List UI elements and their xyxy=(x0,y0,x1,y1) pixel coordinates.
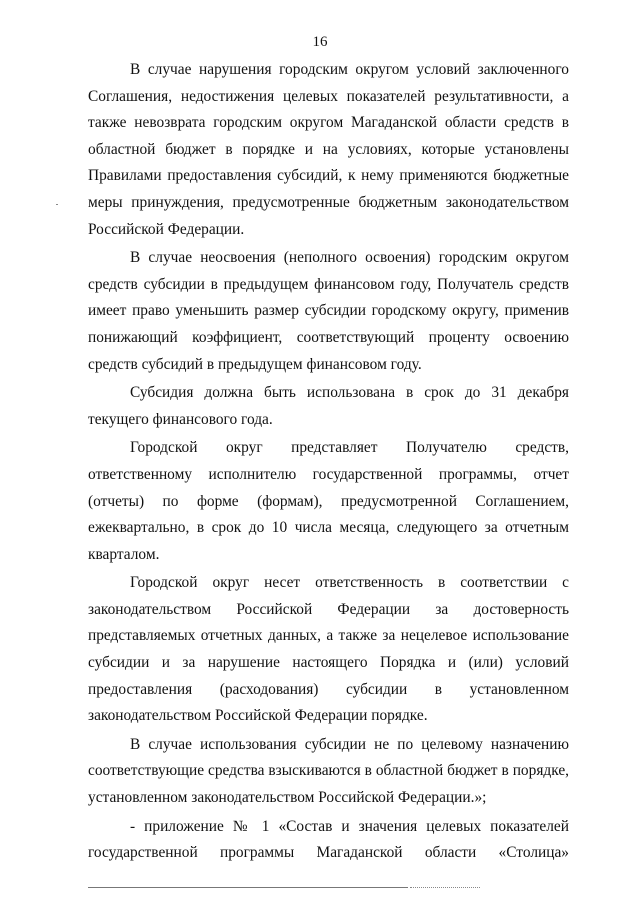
paragraph-subsidy-reduction: В случае неосвоения (неполного освоения) городским округом средств субсидии в предыдущем финансовом году, Получатель средств имеет право уменьшить размер субсидии городскому округу, применив понижающий коэффициент, соответствующий проценту освоению средств субсидий в предыдущем финансовом году. xyxy=(88,249,569,373)
paragraph-responsibility: Городской округ несет ответственность в соответствии с законодательством Российской Федерации за достоверность представляемых отчетных данных, а также за нецелевое использование субсидии и за нарушение настоящего Порядка и (или) условий предоставления (расходования) субсидии в установленном законодательством Российской Федерации порядке. xyxy=(88,574,569,725)
margin-mark xyxy=(56,204,58,205)
page-number: 16 xyxy=(312,34,328,50)
paragraph-penalty-measures: В случае нарушения городским округом условий заключенного Соглашения, недостижения целевых показателей результативности, а также невозврата городским округом Магаданской области средств в областной бюджет в порядке и на условиях, которые установлены Правилами предоставления субсидий, к нему применяются бюджетные меры принуждения, предусмотренные бюджетным законодательством Российской Федерации. xyxy=(88,61,569,238)
document-body xyxy=(88,57,569,867)
paragraph-misuse-recovery: В случае использования субсидии не по целевому назначению соответствующие средства взыскиваются в областной бюджет в порядке, установленном законодательством Российской Федерации.»; xyxy=(88,735,569,807)
paragraph-appendix-1: - приложение № 1 «Состав и значения целевых показателей государственной программы Магаданской области «Столица» xyxy=(88,817,569,862)
footer-rule xyxy=(88,887,408,888)
footer-rule-dotted xyxy=(410,887,480,888)
paragraph-usage-deadline: Субсидия должна быть использована в срок до 31 декабря текущего финансового года. xyxy=(88,384,569,428)
paragraph-reporting: Городской округ представляет Получателю средств, ответственному исполнителю государственной программы, отчет (отчеты) по форме (формам), предусмотренной Соглашением, ежеквартально, в срок до 10 числа месяца, следующего за отчетным кварталом. xyxy=(88,439,569,563)
